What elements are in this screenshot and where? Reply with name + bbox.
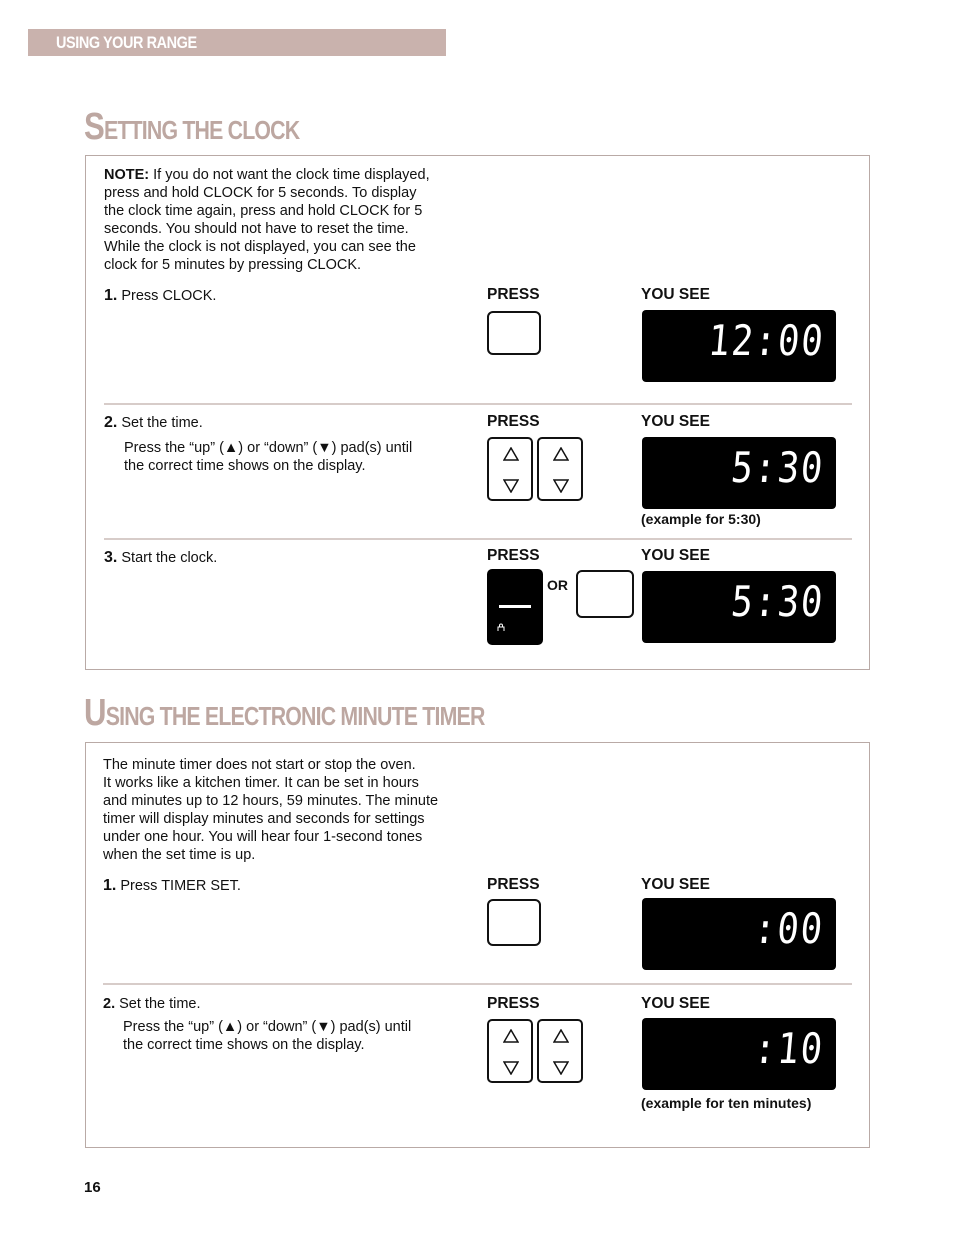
intro-line: The minute timer does not start or stop the oven. [103, 757, 416, 773]
intro-line: and minutes up to 12 hours, 59 minutes. The minute [103, 793, 439, 809]
title-initial: U [84, 692, 106, 734]
clock-button-alt[interactable] [576, 570, 634, 618]
you-see-label: YOU SEE [641, 876, 710, 893]
section-header-bar [28, 29, 446, 56]
timer-section-title [84, 692, 485, 735]
divider [104, 538, 852, 540]
down-arrow-icon [503, 1061, 519, 1075]
divider [104, 403, 852, 405]
press-label: PRESS [487, 413, 540, 430]
minute-arrow-pad[interactable] [537, 1019, 583, 1083]
clock-panel [85, 155, 870, 670]
timer-step-1 [103, 877, 241, 895]
title-initial: S [84, 106, 104, 148]
step-number: 3. [104, 549, 118, 566]
step-text: Press CLOCK. [117, 288, 217, 304]
note-line: clock for 5 minutes by pressing CLOCK. [104, 257, 362, 273]
minute-arrow-pad[interactable] [537, 437, 583, 501]
instruction-line: the correct time shows on the display. [124, 458, 366, 474]
timer-set-button[interactable] [487, 899, 541, 946]
display-readout: :00 [752, 904, 827, 953]
press-label: PRESS [487, 547, 540, 564]
up-arrow-icon [553, 1029, 569, 1043]
intro-line: when the set time is up. [103, 847, 256, 863]
timer-panel [85, 742, 870, 1148]
step-number: 1. [104, 287, 118, 304]
divider [103, 983, 852, 985]
display-panel [642, 571, 836, 643]
you-see-label: YOU SEE [641, 286, 710, 303]
start-bar-icon [499, 605, 531, 608]
display-readout: :10 [752, 1024, 827, 1073]
timer-intro [103, 756, 483, 864]
you-see-label: YOU SEE [641, 413, 710, 430]
up-arrow-icon [503, 447, 519, 461]
page-number: 16 [84, 1179, 101, 1196]
note-line: seconds. You should not have to reset the time. [104, 221, 409, 237]
intro-line: It works like a kitchen timer. It can be set in hours [103, 775, 419, 791]
or-label: OR [547, 577, 568, 593]
press-label: PRESS [487, 876, 540, 893]
instruction-line: the correct time shows on the display. [123, 1037, 365, 1053]
up-down-pads [487, 437, 583, 501]
intro-line: timer will display minutes and seconds for settings [103, 811, 425, 827]
step-text: Press TIMER SET. [116, 878, 241, 894]
you-see-label: YOU SEE [641, 995, 710, 1012]
note-label: NOTE: [104, 167, 150, 183]
clock-note [104, 166, 484, 274]
step-number: 2. [104, 414, 118, 431]
step-instructions [123, 1018, 411, 1054]
instruction-line: Press the “up” (▲) or “down” (▼) pad(s) until [124, 440, 413, 456]
down-arrow-icon [553, 1061, 569, 1075]
title-rest: SING THE ELECTRONIC MINUTE TIMER [105, 701, 485, 731]
clock-step-3 [104, 549, 217, 567]
press-label: PRESS [487, 995, 540, 1012]
clock-section-title [84, 106, 299, 149]
step-number: 2. [103, 996, 116, 1012]
section-header-label: USING YOUR RANGE [56, 33, 197, 52]
start-button[interactable] [487, 569, 543, 645]
up-arrow-icon [503, 1029, 519, 1043]
up-arrow-icon [553, 447, 569, 461]
example-caption: (example for ten minutes) [641, 1095, 812, 1111]
display-panel [642, 437, 836, 509]
display-readout: 5:30 [729, 443, 827, 492]
step-text: Set the time. [117, 415, 203, 431]
title-rest: ETTING THE CLOCK [103, 115, 300, 145]
note-line: the clock time again, press and hold CLOCK for 5 [104, 203, 423, 219]
step-instructions [124, 439, 412, 475]
clock-button[interactable] [487, 311, 541, 355]
example-caption: (example for 5:30) [641, 511, 761, 527]
note-line: If you do not want the clock time displayed, [149, 167, 430, 183]
note-line: press and hold CLOCK for 5 seconds. To display [104, 185, 417, 201]
display-panel [642, 310, 836, 382]
up-down-pads [487, 1019, 583, 1083]
note-line: While the clock is not displayed, you can see the [104, 239, 416, 255]
step-text: Set the time. [115, 996, 201, 1012]
display-readout: 5:30 [729, 577, 827, 626]
instruction-line: Press the “up” (▲) or “down” (▼) pad(s) until [123, 1019, 412, 1035]
clock-step-1 [104, 287, 216, 305]
lock-icon [497, 623, 505, 631]
hour-arrow-pad[interactable] [487, 437, 533, 501]
step-text: Start the clock. [117, 550, 218, 566]
press-label: PRESS [487, 286, 540, 303]
display-panel [642, 1018, 836, 1090]
timer-step-2 [103, 996, 201, 1012]
display-panel [642, 898, 836, 970]
step-number: 1. [103, 877, 117, 894]
down-arrow-icon [503, 479, 519, 493]
down-arrow-icon [553, 479, 569, 493]
you-see-label: YOU SEE [641, 547, 710, 564]
display-readout: 12:00 [705, 316, 827, 365]
intro-line: under one hour. You will hear four 1-second tones [103, 829, 423, 845]
clock-step-2 [104, 414, 203, 432]
hour-arrow-pad[interactable] [487, 1019, 533, 1083]
